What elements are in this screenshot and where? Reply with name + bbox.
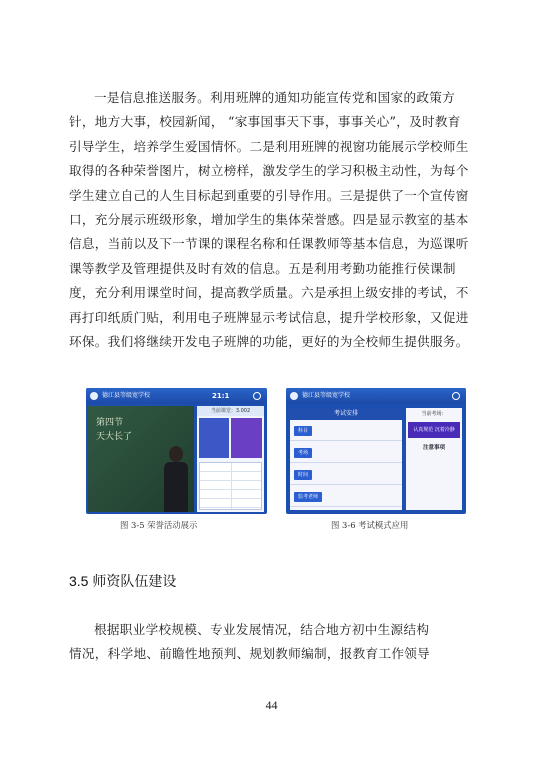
teacher-head bbox=[169, 446, 183, 462]
classroom-photo bbox=[88, 406, 194, 512]
paragraph-line: 课等教学及管理提供及时有效的信息。五是利用考勤功能推行侯课制 bbox=[69, 260, 456, 276]
exam-row-tag: 监考老师 bbox=[294, 492, 322, 502]
exam-row bbox=[290, 466, 402, 485]
paragraph-line: 情况，科学地、前瞻性地预判、规划教师编制，报教育工作领导 bbox=[69, 646, 431, 662]
grid-divider bbox=[231, 463, 232, 509]
paragraph-line: 信息，当前以及下一节课的课程名称和任课教师等基本信息，为巡课听 bbox=[69, 236, 469, 252]
figure-honor-display bbox=[86, 388, 267, 514]
exam-panel-title: 考试安排 bbox=[290, 408, 402, 420]
school-name: 德江县等级宽学校 bbox=[102, 392, 151, 399]
body-paragraph-2 bbox=[69, 618, 477, 667]
figure-header bbox=[286, 388, 466, 404]
exam-schedule-panel bbox=[290, 408, 402, 510]
paragraph-line: 取得的各种荣誉图片，树立榜样，激发学生的学习积极主动性，为每个 bbox=[69, 163, 469, 179]
info-side-panel bbox=[197, 406, 264, 512]
figure-header bbox=[86, 388, 267, 404]
schedule-grid bbox=[199, 462, 262, 510]
paragraph-line: 一是信息推送服务。利用班牌的通知功能宣传党和国家的政策方 bbox=[94, 90, 456, 105]
current-room-label: 当前考场： bbox=[421, 411, 447, 417]
blackboard-line: 天大长了 bbox=[96, 432, 133, 442]
paragraph-line: 根据职业学校规模、专业发展情况，结合地方初中生源结构 bbox=[94, 622, 430, 637]
school-logo-icon bbox=[90, 392, 98, 400]
paragraph-line: 学生建立自己的人生目标起到重要的引导作用。三是提供了一个宣传窗 bbox=[69, 187, 469, 203]
clock-time: 21:1 bbox=[212, 392, 230, 400]
figure-exam-mode bbox=[286, 388, 466, 514]
teacher-body bbox=[164, 462, 188, 512]
blackboard-writing bbox=[96, 416, 132, 444]
blackboard-line: 第四节 bbox=[96, 418, 124, 428]
exam-side-panel bbox=[406, 408, 462, 510]
signal-icon bbox=[253, 392, 261, 400]
figure-caption: 图 3-6 考试模式应用 bbox=[331, 520, 409, 530]
teacher-tile bbox=[231, 418, 262, 458]
notice-title: 注意事项 bbox=[422, 445, 445, 451]
paragraph-line: 环保。我们将继续开发电子班牌的功能，更好的为全校师生提供服务。 bbox=[69, 334, 469, 350]
figure-caption: 图 3-5 荣誉活动展示 bbox=[120, 520, 198, 530]
page-number: 44 bbox=[265, 698, 278, 712]
paragraph-line: 口，充分展示班级形象，增加学生的集体荣誉感。四是显示教室的基本 bbox=[69, 212, 469, 228]
section-heading: 3.5 师资队伍建设 bbox=[69, 573, 177, 589]
paragraph-line: 引导学生，培养学生爱国情怀。二是利用班牌的视窗功能展示学校师生 bbox=[69, 138, 469, 154]
signal-icon bbox=[452, 392, 460, 400]
exam-row bbox=[290, 488, 402, 507]
paragraph-line: 再打印纸质门贴，利用电子班牌显示考试信息，提升学校形象，又促进 bbox=[69, 309, 469, 325]
exam-row bbox=[290, 422, 402, 441]
teacher-figure bbox=[160, 446, 190, 512]
body-paragraph-1 bbox=[69, 86, 477, 354]
school-logo-icon bbox=[290, 392, 298, 400]
exam-row-tag: 科目 bbox=[294, 426, 312, 436]
school-name: 德江县等级宽学校 bbox=[302, 392, 351, 399]
paragraph-line: 针，地方大事，校园新闻， “家事国事天下事，事事关心”，及时教育 bbox=[69, 114, 461, 130]
exam-row-tag: 考场 bbox=[294, 448, 312, 458]
current-class-title: 当前课堂：3.002 bbox=[197, 406, 264, 416]
course-tile bbox=[199, 418, 229, 458]
exam-row-tag: 时间 bbox=[294, 470, 312, 480]
paragraph-line: 度，充分利用课堂时间，提高教学质量。六是承担上级安排的考试，不 bbox=[69, 285, 469, 301]
exam-banner: 认真规范 沉着冷静 bbox=[408, 422, 460, 438]
exam-row bbox=[290, 444, 402, 463]
